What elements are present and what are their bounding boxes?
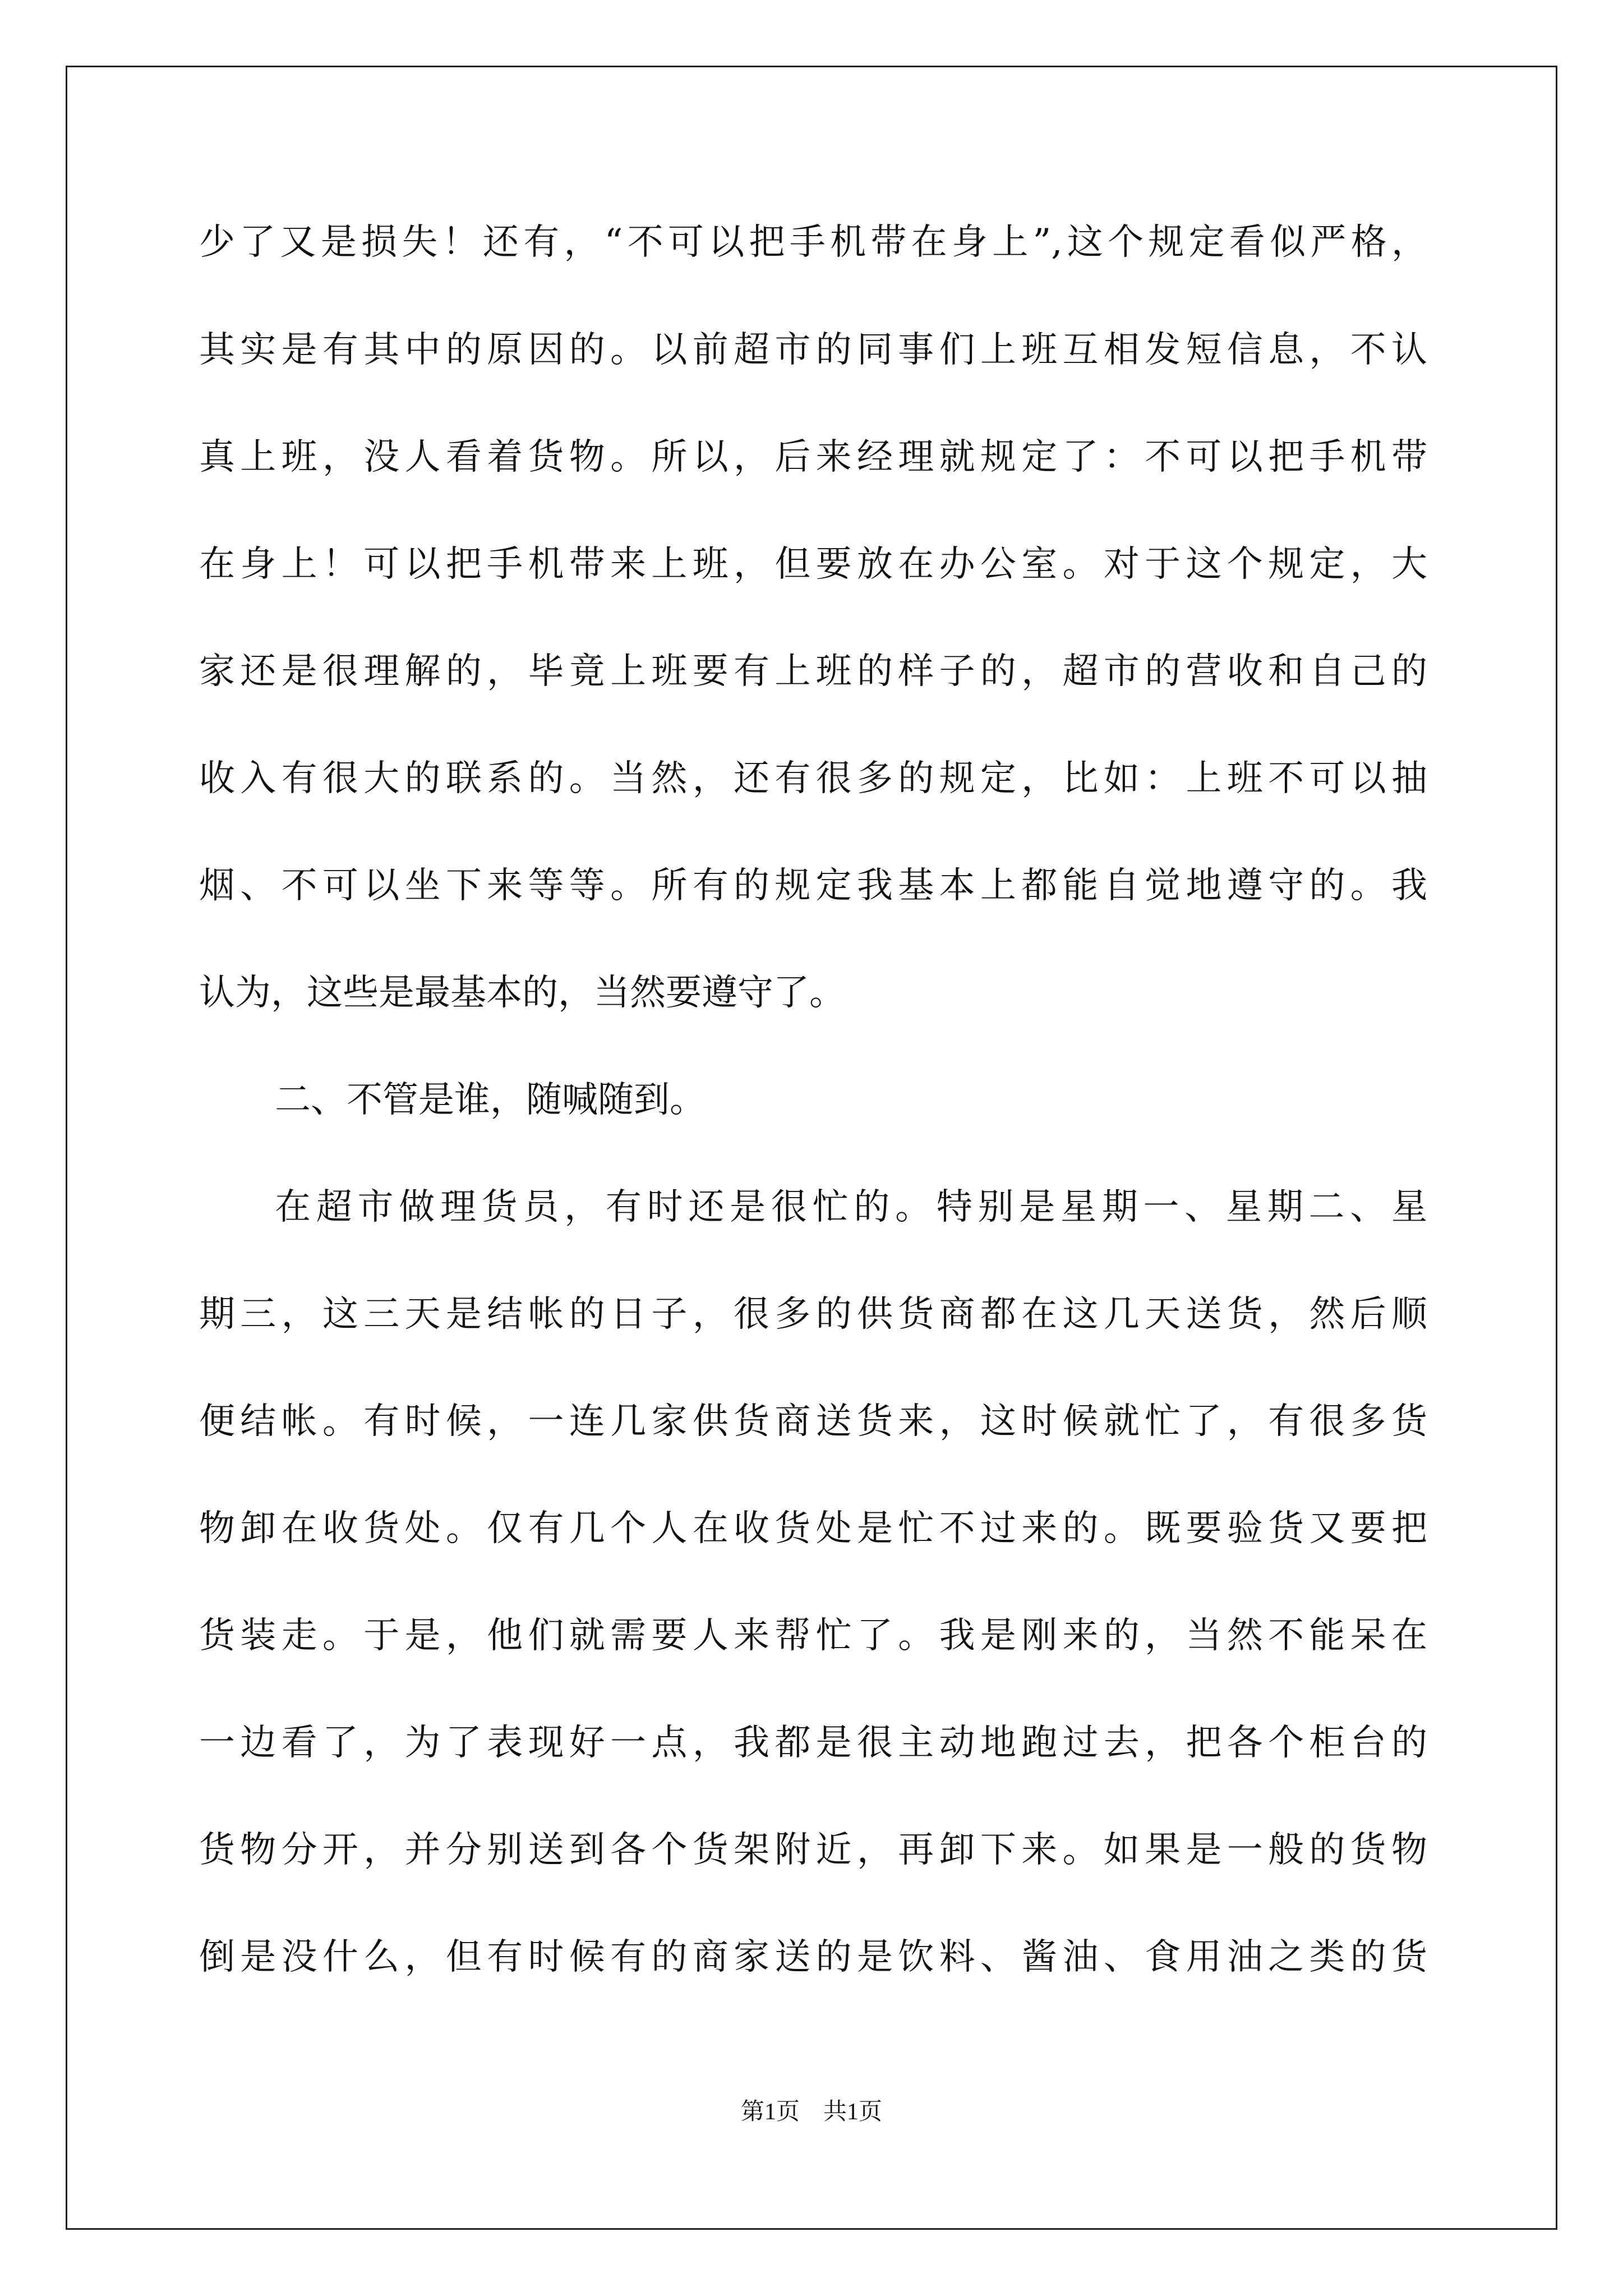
text-line: 一边看了，为了表现好一点，我都是很主动地跑过去，把各个柜台的 — [199, 1722, 1427, 1764]
paragraph-first-line: 在超市做理货员，有时还是很忙的。特别是星期一、星期二、星 — [275, 1186, 1427, 1228]
text-line: 货装走。于是，他们就需要人来帮忙了。我是刚来的，当然不能呆在 — [199, 1615, 1427, 1657]
text-line: 家还是很理解的，毕竟上班要有上班的样子的，超市的营收和自己的 — [199, 651, 1427, 692]
text-line: 倒是没什么，但有时候有的商家送的是饮料、酱油、食用油之类的货 — [199, 1936, 1427, 1978]
page-border — [66, 66, 1557, 2230]
text-line: 便结帐。有时候，一连几家供货商送货来，这时候就忙了，有很多货 — [199, 1401, 1427, 1442]
text-line: 物卸在收货处。仅有几个人在收货处是忙不过来的。既要验货又要把 — [199, 1508, 1427, 1549]
page-number-footer: 第1页 共1页 — [740, 2099, 882, 2125]
text-line: 烟、不可以坐下来等等。所有的规定我基本上都能自觉地遵守的。我 — [199, 865, 1427, 907]
text-line: 认为，这些是最基本的，当然要遵守了。 — [199, 972, 845, 1014]
text-line: 货物分开，并分别送到各个货架附近，再卸下来。如果是一般的货物 — [199, 1829, 1427, 1871]
text-line: 真上班，没人看着货物。所以，后来经理就规定了：不可以把手机带 — [199, 436, 1427, 478]
text-line: 少了又是损失！还有，“不可以把手机带在身上”,这个规定看似严格， — [199, 222, 1427, 263]
text-line: 期三，这三天是结帐的日子，很多的供货商都在这几天送货，然后顺 — [199, 1294, 1427, 1335]
section-heading: 二、不管是谁，随喊随到。 — [275, 1079, 706, 1121]
text-line: 其实是有其中的原因的。以前超市的同事们上班互相发短信息，不认 — [199, 329, 1427, 371]
text-line: 在身上！可以把手机带来上班，但要放在办公室。对于这个规定，大 — [199, 544, 1427, 585]
text-line: 收入有很大的联系的。当然，还有很多的规定，比如：上班不可以抽 — [199, 758, 1427, 799]
